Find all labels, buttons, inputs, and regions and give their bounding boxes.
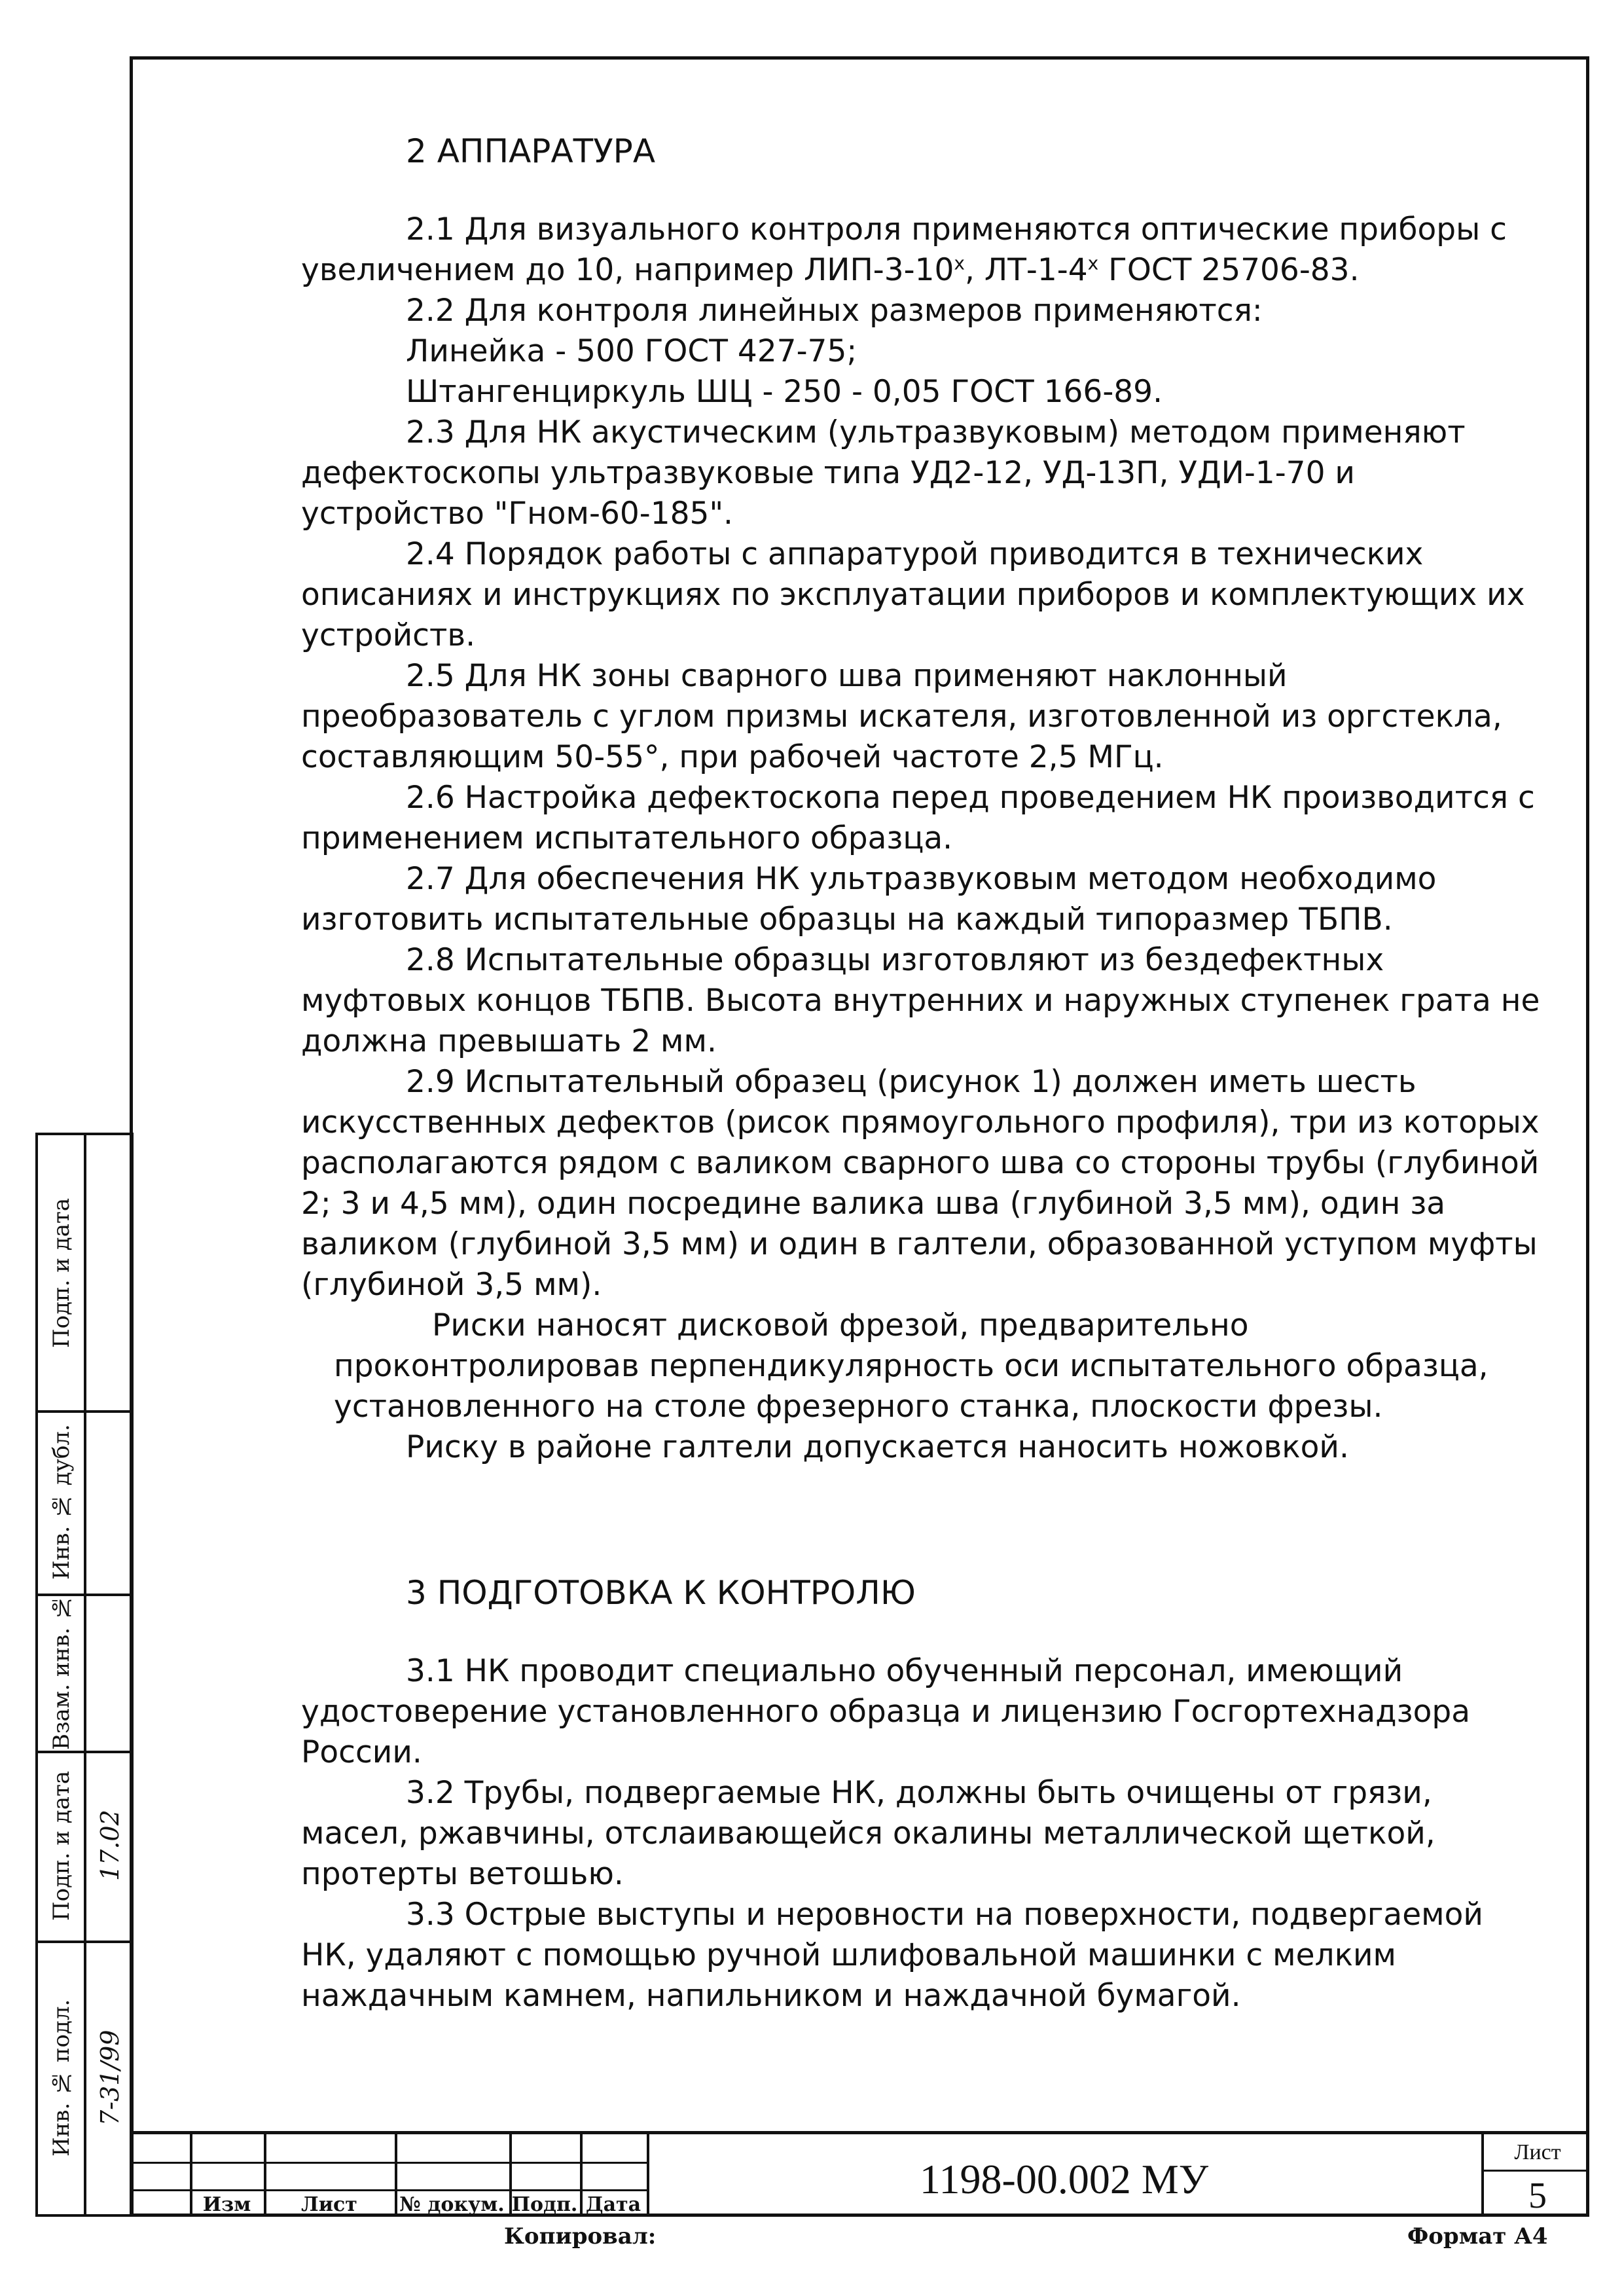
paragraph-2-9-risks: Риски наносят дисковой фрезой, предварительно проконтролировав перпендикулярность оси испытательного образца, установленного на столе фрезерного станка, плоскости фрезы. (334, 1307, 1489, 1425)
paragraph-3-1: 3.1 НК проводит специально обученный персонал, имеющий удостоверение установленного образца и лицензию Госгортехнадзора России. (301, 1653, 1471, 1770)
paragraph-2-7: 2.7 Для обеспечения НК ультразвуковым методом необходимо изготовить испытательные образцы на каждый типоразмер ТБПВ. (301, 861, 1437, 938)
copied-by-label: Копировал: (504, 2223, 657, 2250)
stamp-row-line (130, 2162, 647, 2164)
paragraph-2-5: 2.5 Для НК зоны сварного шва применяют наклонный преобразователь с углом призмы искателя, изготовленной из оргстекла, составляющим 50-55°, при рабочей частоте 2,5 МГц. (301, 658, 1502, 775)
paragraph-2-1 (301, 210, 1545, 291)
paragraph-2-3: 2.3 Для НК акустическим (ультразвуковым) методом применяют дефектоскопы ультразвуковые типа УД2-12, УД-13П, УДИ-1-70 и устройство "Гном-60-185". (301, 414, 1466, 532)
paragraph-2-2-caliper: Штангенциркуль ШЦ - 250 - 0,05 ГОСТ 166-89. (406, 374, 1163, 410)
superscript-mark: x (954, 252, 965, 274)
section-3-title: 3 ПОДГОТОВКА К КОНТРОЛЮ (406, 1574, 916, 1612)
paragraph-2-4: 2.4 Порядок работы с аппаратурой приводится в технических описаниях и инструкциях по эксплуатации приборов и комплектующих их устройств. (301, 536, 1525, 653)
paragraph-2-9: 2.9 Испытательный образец (рисунок 1) должен иметь шесть искусственных дефектов (рисок прямоугольного профиля), три из которых располагаются рядом с валиком сварного шва со стороны трубы (глубиной 2; 3 и 4,5 мм), один посредине валика шва (глубиной 3,5 мм), один за валиком (глубиной 3,5 мм) и один в галтели, образованной уступом муфты (глубиной 3,5 мм). (301, 1064, 1540, 1303)
sheet-label: Лист (1514, 2140, 1561, 2164)
paragraph-2-6: 2.6 Настройка дефектоскопа перед проведением НК производится с применением испытательного образца. (301, 780, 1535, 856)
paragraph-3-3: 3.3 Острые выступы и неровности на поверхности, подвергаемой НК, удаляют с помощью ручной шлифовальной машинки с мелким наждачным камнем, напильником и наждачной бумагой. (301, 1897, 1483, 2014)
column-sheet: Лист (301, 2193, 357, 2216)
stamp-row-line (130, 2189, 647, 2191)
paragraph-2-1-text: 2.1 Для визуального контроля применяются оптические приборы с увеличением до 10, например ЛИП-3-10 (301, 211, 1507, 288)
column-change: Изм (202, 2193, 251, 2216)
title-block (130, 2131, 1589, 2217)
document-body (301, 131, 1545, 2016)
sheet-number: 5 (1528, 2176, 1547, 2216)
paragraph-2-1-end: ГОСТ 25706-83. (1098, 252, 1360, 288)
stamp-divider (1481, 2134, 1484, 2217)
column-signature: Подп. (511, 2193, 578, 2216)
column-doc-number: № докум. (399, 2193, 505, 2216)
column-date: Дата (585, 2193, 641, 2216)
sidebar-label-replace-inv: Взам. инв. № (48, 1594, 75, 1750)
sidebar-label-dup-inv: Инв. № дубл. (48, 1424, 75, 1580)
format-label: Формат А4 (1407, 2223, 1548, 2250)
paragraph-2-9-fillet: Риску в районе галтели допускается наносить ножовкой. (406, 1429, 1349, 1465)
paragraph-2-8: 2.8 Испытательные образцы изготовляют из бездефектных муфтовых концов ТБПВ. Высота внутренних и наружных ступенек грата не должна превышать 2 мм. (301, 942, 1540, 1059)
approval-sidebar (35, 1133, 134, 2217)
paragraph-2-2-ruler: Линейка - 500 ГОСТ 427-75; (406, 333, 857, 369)
paragraph-2-1-mid: , ЛТ-1-4 (965, 252, 1088, 288)
section-2-title: 2 АППАРАТУРА (406, 132, 656, 170)
superscript-mark: x (1087, 252, 1099, 274)
sidebar-label-sign-date-2: Подп. и дата (48, 1770, 75, 1921)
paragraph-2-2: 2.2 Для контроля линейных размеров применяются: (406, 293, 1263, 329)
sidebar-divider (84, 1135, 86, 2214)
handwritten-inventory-number: 7-31/99 (96, 2030, 124, 2126)
paragraph-3-2: 3.2 Трубы, подвергаемые НК, должны быть очищены от грязи, масел, ржавчины, отслаивающейся окалины металлической щеткой, протерты ветошью. (301, 1775, 1435, 1892)
stamp-row-line (1481, 2170, 1589, 2172)
sidebar-label-original-inv: Инв. № подл. (48, 1999, 75, 2157)
document-code: 1198-00.002 МУ (919, 2156, 1209, 2202)
sidebar-label-sign-date: Подп. и дата (48, 1197, 75, 1348)
handwritten-date: 17.02 (96, 1810, 124, 1882)
